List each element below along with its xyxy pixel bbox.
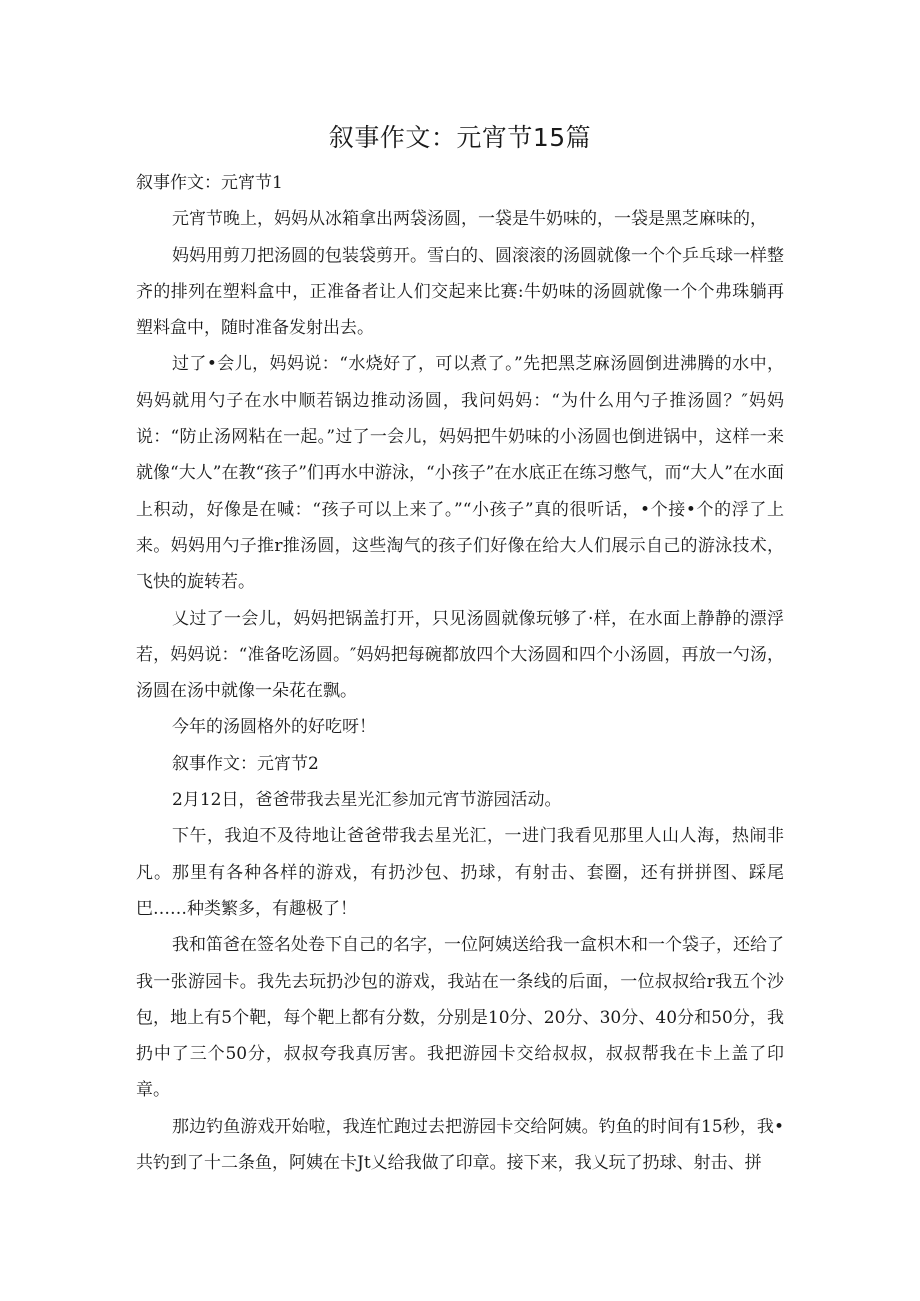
paragraph: 妈妈用剪刀把汤圆的包装袋剪开。雪白的、圆滚滚的汤圆就像一个个乒乓球一样整齐的排列在塑料盒中，正准备者让人们交起来比赛:牛奶味的汤圆就像一个个弗珠躺再塑料盒中，随时准备发射出去。 [136, 245, 784, 339]
document-body [136, 165, 784, 1181]
paragraph: 叙事作文：元宵节2 [172, 753, 319, 774]
paragraph: 元宵节晚上，妈妈从冰箱拿出两袋汤圆，一袋是牛奶味的，一袋是黑芝麻味的， [172, 209, 767, 230]
paragraph: 我和笛爸在签名处卷下自己的名字，一位阿姨送给我一盒枳木和一个袋子，还给了我一张游园卡。我先去玩扔沙包的游戏，我站在一条线的后面，一位叔叔给r我五个沙包，地上有5个靶，每个靶上都有分数，分别是10分、20分、30分、40分和50分，我扔中了三个50分，叔叔夸我真厉害。我把游园卡交给叔叔，叔叔帮我在卡上盖了印章。 [136, 935, 784, 1101]
document-title: 叙事作文：元宵节15篇 [328, 123, 592, 152]
paragraph: 过了•会儿，妈妈说：“水烧好了，可以煮了。”先把黑芝麻汤圆倒进沸腾的水中，妈妈就用勺子在水中顺若锅边推动汤圆，我问妈妈：“为什么用勺子推汤圆？″妈妈说：“防止汤网粘在一起。”过了一会儿，妈妈把牛奶味的小汤圆也倒进锅中，这样一来就像“大人”在教“孩子”们再水中游泳，“小孩子”在水底正在练习憋气，而“大人”在水面上积动，好像是在喊：“孩子可以上来了。”“小孩子”真的很听话，•个接•个的浮了上来。妈妈用勺子推r推汤圆，这些淘气的孩子们好像在给大人们展示自己的游泳技术，飞快的旋转若。 [136, 354, 784, 593]
paragraph: 乂过了一会儿，妈妈把锅盖打开，只见汤圆就像玩够了·样，在水面上静静的漂浮若，妈妈说：“准备吃汤圆。″妈妈把每碗都放四个大汤圆和四个小汤圆，再放一勺汤，汤圆在汤中就像一朵花在飘。 [136, 608, 784, 702]
paragraph: 2月12日，爸爸带我去星光汇参加元宵节游园活动。 [172, 790, 562, 811]
paragraph: 那边钓鱼游戏开始啦，我连忙跑过去把游园卡交给阿姨。钓鱼的时间有15秒，我•共钓到了十二条鱼，阿姨在卡Jt乂给我做了印章。接下来，我乂玩了扔球、射击、拼 [136, 1116, 784, 1174]
paragraph: 下午，我迫不及待地让爸爸带我去星光汇，一进门我看见那里人山人海，热闹非凡。那里有各种各样的游戏，有扔沙包、扔球，有射击、套圈，还有拼拼图、踩尾巴……种类繁多，有趣极了！ [136, 826, 784, 919]
paragraph: 今年的汤圆格外的好吃呀！ [172, 717, 376, 738]
paragraph: 叙事作文：元宵节1 [136, 173, 283, 193]
